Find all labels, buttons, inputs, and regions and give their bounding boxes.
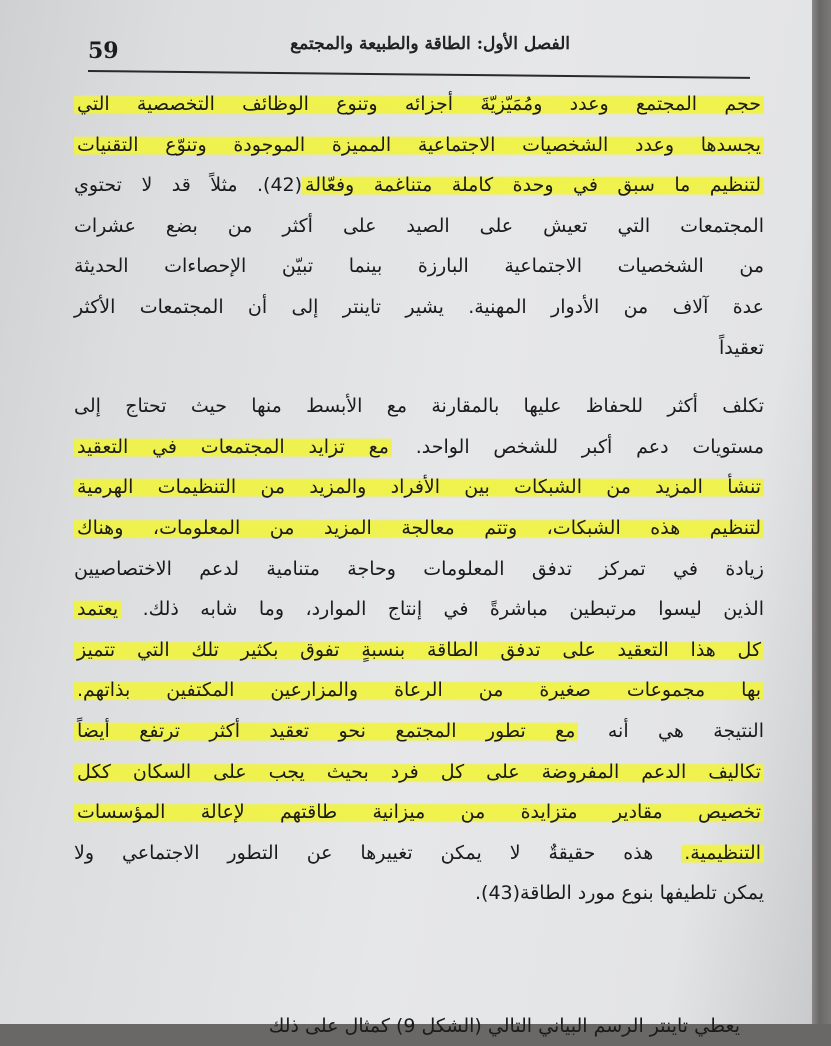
highlighted-text: تخصيص مقادير متزايدة من ميزانية طاقتهم لإعالة المؤسسات xyxy=(74,801,764,823)
text-line xyxy=(74,328,764,368)
running-header xyxy=(88,26,748,70)
highlighted-text: تنشأ المزيد من الشبكات بين الأفراد والمزيد من التنظيمات الهرمية xyxy=(74,476,764,498)
text-line xyxy=(74,508,764,548)
text-line xyxy=(74,386,764,426)
header-rule xyxy=(88,70,750,79)
text-line xyxy=(74,427,764,467)
text-line xyxy=(74,833,764,873)
text-line xyxy=(74,125,764,165)
highlighted-text: مع تزايد المجتمعات في التعقيد xyxy=(74,436,392,458)
line-text: تكلف أكثر للحفاظ عليها بالمقارنة مع الأبسط منها حيث تحتاج إلى xyxy=(74,395,764,418)
text-line xyxy=(74,752,764,792)
text-line xyxy=(74,287,764,327)
highlighted-text: يعتمد xyxy=(74,598,121,620)
line-text: يعطي تاينتر الرسم البياني التالي (الشكل 9) كمثال على ذلك xyxy=(268,1015,740,1037)
book-spine xyxy=(812,0,831,1024)
highlighted-text: لتنظيم ما سبق في وحدة كاملة متناغمة وفعّالة xyxy=(302,174,764,196)
highlighted-text: بها مجموعات صغيرة من الرعاة والمزارعين المكتفين بذاتهم. xyxy=(74,679,764,701)
text-line xyxy=(74,873,764,913)
line-text: المجتمعات التي تعيش على الصيد على أكثر من بضع عشرات xyxy=(74,214,764,237)
highlighted-text: مع تطور المجتمع نحو تعقيد أكثر ترتفع أيضاً xyxy=(74,720,578,742)
line-text: تعقيداً xyxy=(718,336,764,359)
line-text: يمكن تلطيفها بنوع مورد الطاقة(43). xyxy=(474,882,764,905)
text-line xyxy=(74,589,764,629)
text-line xyxy=(74,670,764,710)
highlighted-text: حجم المجتمع وعدد ومُمَيّزيّةَ أجزائه وتنوع الوظائف التخصصية التي xyxy=(74,93,764,115)
text-line xyxy=(74,246,764,286)
text-line xyxy=(74,630,764,670)
line-tail: هذه حقيقةٌ لا يمكن تغييرها عن التطور الاجتماعي ولا xyxy=(74,841,682,864)
text-line xyxy=(74,467,764,507)
text-line xyxy=(74,792,764,832)
highlighted-text: لتنظيم هذه الشبكات، وتتم معالجة المزيد من المعلومات، وهناك xyxy=(74,517,764,539)
text-line xyxy=(74,165,764,205)
line-text: من الشخصيات الاجتماعية البارزة بينما تبيّن الإحصاءات الحديثة xyxy=(74,255,764,278)
highlighted-text: كل هذا التعقيد على تدفق الطاقة بنسبةٍ تفوق بكثير تلك التي تتميز xyxy=(74,639,764,661)
line-text: عدة آلاف من الأدوار المهنية. يشير تاينتر إلى أن المجتمعات الأكثر xyxy=(74,296,764,318)
page-number: 59 xyxy=(88,38,119,64)
text-line xyxy=(74,711,764,751)
line-tail: (42). مثلاً قد لا تحتوي xyxy=(74,174,303,197)
highlighted-text: يجسدها وعدد الشخصيات الاجتماعية المميزة الموجودة وتنوّع التقنيات xyxy=(74,134,764,156)
line-text: زيادة في تمركز تدفق المعلومات وحاجة متنامية لدعم الاختصاصيين xyxy=(74,557,764,580)
highlighted-text: تكاليف الدعم المفروضة على كل فرد بحيث يجب على السكان ككل xyxy=(74,761,764,783)
highlighted-text: التنظيمية. xyxy=(681,842,764,864)
text-line xyxy=(74,549,764,589)
chapter-title: الفصل الأول: الطاقة والطبيعة والمجتمع xyxy=(290,34,570,54)
text-line xyxy=(74,84,764,124)
cutoff-line xyxy=(80,1006,740,1046)
line-prefix: الذين ليسوا مرتبطين مباشرةً في إنتاج الموارد، وما شابه ذلك. xyxy=(121,598,764,621)
text-line xyxy=(74,206,764,246)
line-prefix: مستويات دعم أكبر للشخص الواحد. xyxy=(391,435,765,458)
line-prefix: النتيجة هي أنه xyxy=(578,720,765,742)
